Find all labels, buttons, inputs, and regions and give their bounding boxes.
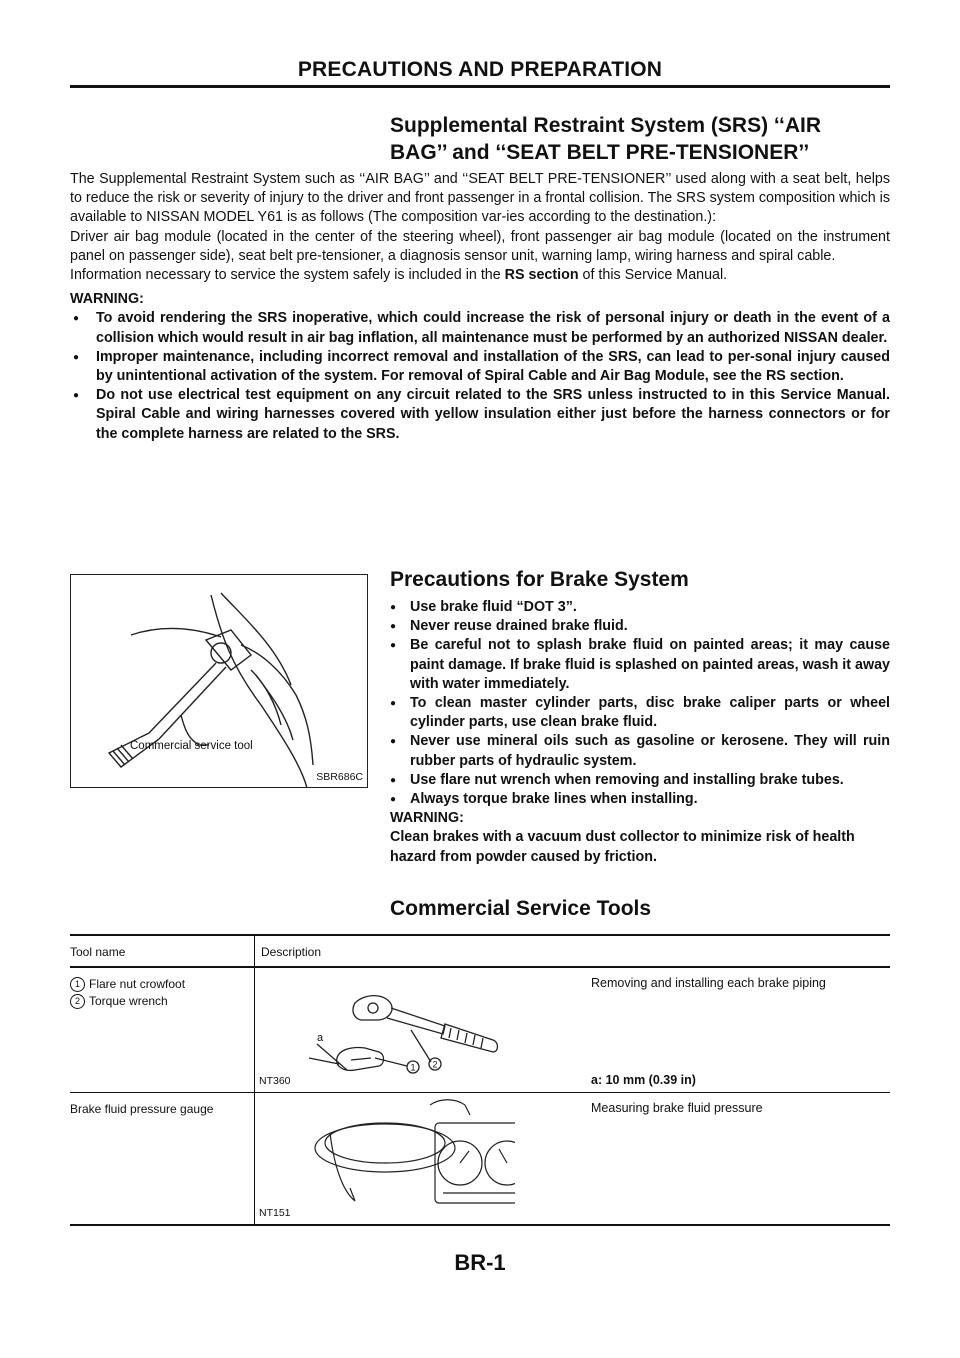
torque-wrench-illustration — [255, 968, 515, 1092]
srs-title-line1: Supplemental Restraint System (SRS) ‘‘AIR — [390, 114, 821, 137]
srs-p3-text: Information necessary to service the system safely is included in the — [70, 267, 505, 284]
srs-warning-item: ● Do not use electrical test equipment on any circuit related to the SRS unless instructed to in this Service Manual. Spiral Cable and wiring harnesses covered with yellow insulation either just before the harness connectors or for the complete harness are related to the SRS. — [70, 386, 890, 444]
part-label-1: 1 — [410, 1062, 416, 1073]
brake-section-title: Precautions for Brake System — [390, 568, 689, 591]
tool-description-cell — [255, 1093, 891, 1226]
commercial-tools-table — [70, 934, 890, 1226]
tool-name-line — [70, 976, 248, 993]
tool-name-line — [70, 993, 248, 1010]
header-description: Description — [255, 935, 891, 967]
figure-code: NT360 — [259, 1075, 291, 1087]
header-tool-name: Tool name — [70, 935, 255, 967]
srs-paragraph-1: The Supplemental Restraint System such as ‘‘AIR BAG’’ and ‘‘SEAT BELT PRE-TENSIONER’’ used along with a seat belt, helps to reduce the risk or severity of injury to the driver and front passenger in a frontal collision. The SRS system composition which is available to NISSAN MODEL Y61 is as follows (The composition var-ies according to the destination.): — [70, 171, 890, 226]
srs-warning-item: ● Improper maintenance, including incorrect removal and installation of the SRS, can lead to per-sonal injury caused by unintentional activation of the system. For removal of Spiral Cable and Air Bag Module, see the RS section. — [70, 348, 890, 386]
tool-name: Torque wrench — [89, 994, 168, 1008]
tool-name: Flare nut crowfoot — [89, 977, 186, 991]
srs-warning-list — [70, 309, 890, 443]
brake-precaution-item: ● Never reuse drained brake fluid. — [390, 617, 890, 636]
item-number-badge: 2 — [70, 994, 85, 1009]
srs-title-line2: BAG’’ and ‘‘SEAT BELT PRE-TENSIONER’’ — [390, 141, 810, 164]
brake-warning-label: WARNING: — [390, 810, 464, 827]
table-row — [70, 1093, 890, 1226]
brake-warning-text: Clean brakes with a vacuum dust collector to minimize risk of health hazard from powder caused by friction. — [390, 829, 855, 865]
page-number: BR-1 — [454, 1250, 506, 1275]
item-number-badge: 1 — [70, 977, 85, 992]
part-label-2: 2 — [432, 1059, 438, 1070]
brake-precaution-item: ● To clean master cylinder parts, disc brake caliper parts or wheel cylinder parts, use clean brake fluid. — [390, 694, 890, 732]
tool-description-cell — [255, 967, 891, 1093]
page-header: PRECAUTIONS AND PREPARATION — [297, 58, 663, 81]
srs-paragraph-3 — [70, 266, 890, 285]
pressure-gauge-illustration — [255, 1093, 515, 1224]
tool-spec-note: a: 10 mm (0.39 in) — [591, 1073, 696, 1087]
brake-precaution-list — [390, 598, 890, 809]
flare-nut-wrench-illustration — [71, 575, 369, 789]
brake-precaution-item: ● Never use mineral oils such as gasoline or kerosene. They will ruin rubber parts of hydraulic system. — [390, 732, 890, 770]
brake-wrench-figure — [70, 574, 368, 788]
srs-paragraph-2: Driver air bag module (located in the center of the steering wheel), front passenger air bag module (located on the instrument panel on passenger side), seat belt pre-tensioner, a diagnosis sensor unit, warning lamp, wiring harness and spiral cable. — [70, 228, 890, 264]
figure-code: NT151 — [259, 1207, 291, 1219]
tool-description: Measuring brake fluid pressure — [591, 1101, 763, 1115]
figure-caption: Commercial service tool — [130, 740, 253, 752]
tool-description: Removing and installing each brake piping — [591, 976, 826, 990]
srs-body — [70, 170, 890, 444]
brake-precaution-item: ● Use flare nut wrench when removing and installing brake tubes. — [390, 771, 890, 790]
brake-precaution-item: ● Use brake fluid “DOT 3”. — [390, 598, 890, 617]
brake-precaution-item: ● Always torque brake lines when installing. — [390, 790, 890, 809]
srs-warning-item: ● To avoid rendering the SRS inoperative, which could increase the risk of personal injury or death in the event of a collision which would result in air bag inflation, all maintenance must be performed by an authorized NISSAN dealer. — [70, 309, 890, 347]
header-rule — [70, 85, 890, 88]
tool-name-cell — [70, 967, 255, 1093]
srs-p3-end: of this Service Manual. — [578, 267, 728, 284]
table-header-row — [70, 935, 890, 967]
tool-name-cell — [70, 1093, 255, 1226]
srs-section-title — [390, 112, 890, 166]
tool-name: Brake fluid pressure gauge — [70, 1102, 214, 1116]
dimension-label-a: a — [317, 1032, 324, 1044]
figure-code: SBR686C — [316, 771, 363, 783]
brake-body — [390, 598, 890, 867]
tools-section-title: Commercial Service Tools — [390, 897, 652, 920]
table-row — [70, 967, 890, 1093]
rs-section-reference: RS section — [504, 267, 579, 284]
brake-precaution-item: ● Be careful not to splash brake fluid on painted areas; it may cause paint damage. If brake fluid is splashed on painted areas, wash it away with water immediately. — [390, 636, 890, 694]
srs-warning-label: WARNING: — [70, 291, 144, 308]
